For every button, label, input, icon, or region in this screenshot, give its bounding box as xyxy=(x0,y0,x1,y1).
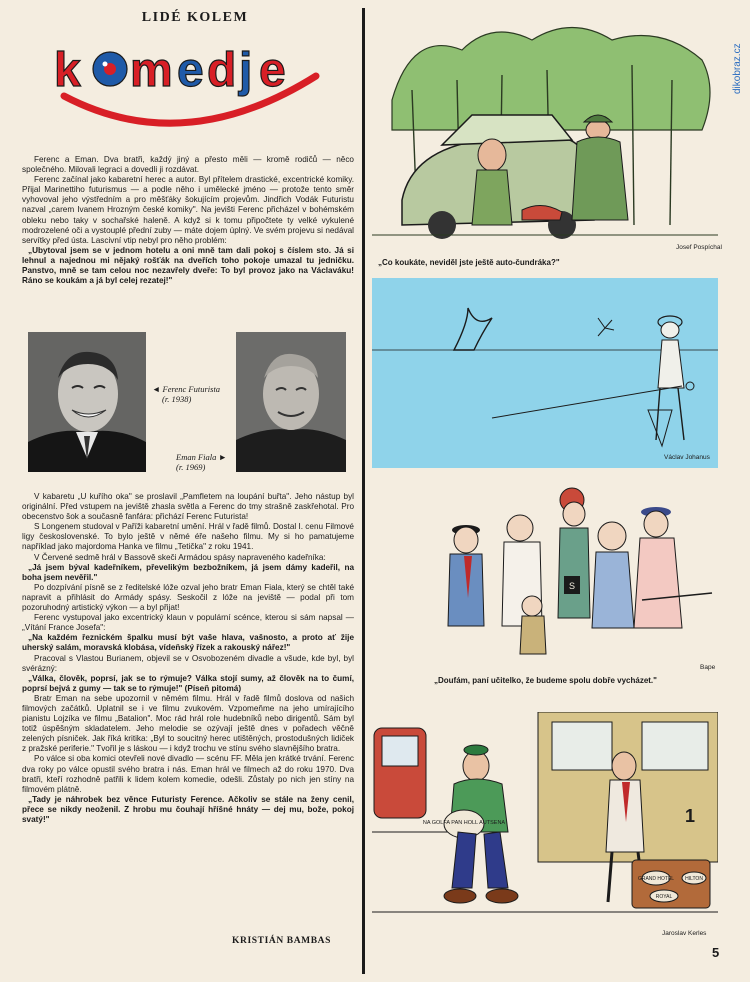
svg-text:e: e xyxy=(259,44,286,97)
photo-caption-ferenc xyxy=(152,384,220,404)
photo-caption-eman xyxy=(176,452,227,472)
portrait-ferenc xyxy=(28,332,146,472)
luggage-label: ROYAL xyxy=(655,894,673,900)
body-paragraph: V kabaretu „U kuřího oka" se proslavil „Pamfletem na loupání buřta". Jeho nástup byl originální. Před vstupem na jeviště zhasla světla a Ferenc do tmy strašně zaskřehotal. Pro obecenstvo šok a současně fanfára: přichází Ferenc Futurista! xyxy=(22,492,354,522)
svg-text:d: d xyxy=(207,44,237,97)
photo-eman-fiala xyxy=(236,332,346,472)
caption-name: Eman Fiala ► xyxy=(176,452,227,462)
cartoon-teacher-drawing xyxy=(372,478,718,668)
svg-text:j: j xyxy=(239,44,253,97)
svg-text:m: m xyxy=(130,44,173,97)
intro-paragraph: Ferenc a Eman. Dva bratři, každý jiný a přesto měli — kromě rodičů — něco společného. Milovali legraci a dovedli ji rozdávat. xyxy=(22,155,354,175)
watermark-text: dikobraz.cz xyxy=(732,43,743,94)
cartoon-whale-drawing xyxy=(372,278,718,468)
svg-text:k: k xyxy=(54,44,81,97)
body-quote: „Na každém řeznickém špalku musí být vaše hlava, vašnosto, a proto ať žije uherský salám, moravská klobása, vídeňský řízek a rakouský nářez!" xyxy=(22,633,354,653)
cartoon-forest-car-drawing xyxy=(372,20,718,252)
body-quote: „Já jsem býval kadeřníkem, převelikým bezbožníkem, já jsem dámy kadeřil, na boha jsem nevěřil." xyxy=(22,562,354,582)
cartoon-credit: Bape xyxy=(700,664,716,671)
bag-letter: S xyxy=(568,581,576,591)
cartoon-credit: Josef Pospíchal xyxy=(676,244,722,251)
author-signature: KRISTIÁN BAMBAS xyxy=(232,936,332,946)
cartoon-whale-fisherman xyxy=(372,278,718,468)
photo-ferenc-futurista xyxy=(28,332,146,472)
caption-name: ◄ Ferenc Futurista xyxy=(152,384,221,394)
section-kicker: LIDÉ KOLEM xyxy=(141,10,249,25)
body-paragraph: S Longenem studoval v Paříži kabaretní umění. Hrál v řadě filmů. Dostal I. cenu Filmové ligy československé. To bylo ještě v němé éře našeho filmu. My si ho pamatujeme například jako majordoma Hanka ve filmu „Tetička" z roku 1941. xyxy=(22,522,354,552)
article-column xyxy=(0,0,362,982)
column-divider xyxy=(362,8,365,974)
body-quote: „Tady je náhrobek bez věnce Futuristy Ference. Ačkoliv se stále na ženy cenil, přece se nikdy neoženil. Z hrobu mu čouhají hříšné hnáty — dej mu, bože, pokoj svatý!" xyxy=(22,794,354,824)
cartoon-caption: „Co koukáte, neviděl jste ještě auto-čundráka?" xyxy=(378,258,560,267)
caption-year: (r. 1969) xyxy=(176,462,206,472)
cartoon-forest-car xyxy=(372,20,718,252)
body-quote: „Válka, člověk, poprsí, jak se to rýmuje? Válka stojí sumy, až člověk na to čumí, poprsí bejvá z gumy — tak se to rýmuje!" (Píseň pitomá) xyxy=(22,673,354,693)
intro-paragraph: Ferenc začínal jako kabaretní herec a autor. Byl přítelem drastické, excentrické komiky. Přijal Marinettiho futurismus — a podle něho i umělecké jméno — protože tento směr vyhovoval jeho výstředním a pro měšťáky šokujícím projevům. Jindřich Vodák Futuristu nazval „carem Ivanem Hrozným české komiky". Na jevišti Ferenc přicházel v bohémském obleku nebo taky v sochařské haleně. A když si k tomu připočtete ty velké vykulené modrozelené oči a vystouplé přední zuby — máte dojem úplný. Ve svém projevu si nedával servítky před ústa. Lascivní vtip nebyl pro něho problém: xyxy=(22,175,354,245)
body-paragraph: V Červené sedmě hrál v Bassově skeči Armádou spásy napraveného kadeřníka: xyxy=(34,552,326,562)
luggage-label: NA GOLFA PAN HOLL AUTSENA xyxy=(422,820,506,826)
svg-text:e: e xyxy=(177,44,204,97)
cartoon-credit: Jaroslav Kerles xyxy=(662,930,707,937)
page-number: 5 xyxy=(712,945,720,960)
cartoon-caption: „Doufám, paní učitelko, že budeme spolu dobře vycházet." xyxy=(434,676,657,685)
platform-number: 1 xyxy=(684,806,696,826)
luggage-label: GRAND HOTEL xyxy=(637,876,675,882)
caption-year: (r. 1938) xyxy=(162,394,192,404)
cartoon-train-drawing xyxy=(372,712,718,930)
body-paragraph: Ferenc vystupoval jako excentrický klaun v populární scénce, kterou si sám napsal — „Vítání France Josefa": xyxy=(22,613,354,633)
portrait-eman xyxy=(236,332,346,472)
body-paragraph: Po válce si oba komici otevřeli nové divadlo — scénu FF. Měla jen krátké trvání. Ferenc dva roky po válce opustil svého bratra i nás. Eman hrál ve filmech až do roku 1970. Dva bratři, kteří rozhodně patřili k lidem kolem komedie, odešli. Zůstaly po nich jen stíny na filmovém plátně. xyxy=(22,754,354,794)
komedie-logo xyxy=(44,24,334,134)
watermark xyxy=(730,8,744,98)
body-paragraph: Po dozpívání písně se z ředitelské lóže ozval jeho bratr Eman Fiala, který se chtěl také napravit a přihlásit do Armády spásy. Seskočil z lóže na jeviště — podal při tom pozoruhodný artistický výkon — a byl přijat! xyxy=(22,582,354,613)
komedie-logo-graphic xyxy=(44,24,334,134)
luggage-label: HILTON xyxy=(685,876,703,882)
article-intro xyxy=(22,155,354,286)
body-paragraph: Pracoval s Vlastou Burianem, objevil se v Osvobozeném divadle a všude, kde byl, byl svérázný: xyxy=(22,653,354,673)
cartoon-credit: Václav Johanus xyxy=(664,454,710,461)
intro-quote: „Ubytoval jsem se v jednom hotelu a oni mně tam dali pokoj s číslem sto. Já si lehnul a najednou mi nějaký rošťák na dveřích toho pokoje umazal tu jedničku. Panstvo, mně se tam celou noc nezavřely dveře: To byl provoz jako na Václaváku! Ráno se koukám a já byl celej rezatej!" xyxy=(22,245,354,286)
cartoon-teacher-pupils xyxy=(372,478,718,668)
cartoon-train-station xyxy=(372,712,718,930)
article-body xyxy=(22,492,354,825)
body-paragraph: Bratr Eman na sebe upozornil v němém filmu. Hrál v řadě filmů doslova od našich filmových začátků. Uplatnil se i ve filmu zvukovém. Vzpomeňme na jeho umírajícího pianistu Lojzíka ve filmu „Batalion". Moc rád hrál role hudebníků nebo dirigentů. Sám byl totiž úspěšným skladatelem. Jeho melodie se ozývají ještě dnes v pořadech věčně zelených písniček. Jak říká kritika: „Byl to soucitný herec utištěných, prostodušných lidiček z pražské periferie." Tvořil je s láskou — i když trochu ve stínu svého slavnějšího bratra. xyxy=(22,693,354,754)
